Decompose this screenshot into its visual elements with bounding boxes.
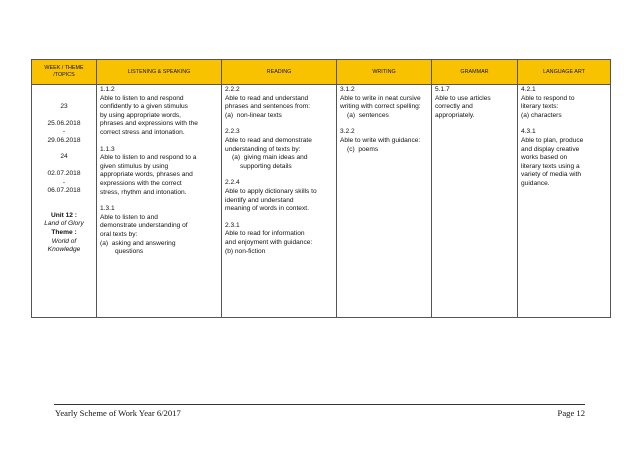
skill-text: demonstrate understanding of: [100, 222, 188, 230]
header-grammar: GRAMMAR: [432, 60, 518, 85]
header-week-line1: WEEK / THEME: [44, 65, 84, 71]
skill-text: supporting details: [240, 162, 292, 170]
skill-code: 3.1.2: [340, 86, 355, 93]
skill-text: given stimulus by using: [100, 162, 169, 170]
footer-divider: [54, 404, 585, 405]
skill-text: Able to apply dictionary skills to: [225, 187, 317, 195]
skill-text: correct stress and intonation.: [100, 128, 185, 136]
skill-text: Able to read and understand: [225, 94, 309, 102]
scheme-table: [31, 59, 611, 318]
skill-text: and enjoyment with guidance:: [225, 238, 313, 246]
skill-text: Able to read for information: [225, 230, 305, 238]
header-language-art: LANGUAGE ART: [518, 60, 611, 85]
skill-text: Able to listen to and respond: [100, 94, 184, 102]
theme-title: World of: [51, 237, 77, 245]
writing-cell: [337, 85, 432, 318]
skill-code: 4.2.1: [521, 86, 536, 93]
grammar-cell: [432, 85, 518, 318]
skill-text: (a) asking and answering: [100, 239, 176, 247]
theme-label: Theme :: [51, 228, 77, 236]
skill-text: writing with correct spelling:: [340, 103, 421, 111]
skill-text: appropriate words, phrases and: [100, 171, 193, 179]
header-week: [32, 60, 97, 85]
skill-text: understanding of texts by:: [225, 145, 301, 153]
theme-title: Knowledge: [47, 246, 81, 254]
week-number: 23: [60, 103, 68, 110]
skill-text: (b) non-fiction: [225, 247, 266, 255]
skill-text: (a) giving main ideas and: [232, 154, 308, 162]
skill-text: Able to listen to and respond to a: [100, 154, 197, 162]
skill-code: 2.2.4: [225, 179, 240, 187]
week-cell: [32, 85, 97, 318]
skill-text: (a) characters: [521, 111, 562, 119]
skill-text: literary texts:: [521, 103, 559, 111]
skill-text: phrases and sentences from:: [225, 103, 311, 111]
skill-text: guidance.: [521, 179, 550, 187]
skill-text: questions: [115, 248, 144, 256]
unit-title: Land of Glory: [44, 220, 84, 228]
week-date: 29.06.2018: [47, 136, 81, 144]
skill-text: (a) non-linear texts: [225, 111, 282, 119]
skill-text: Able to write with guidance:: [340, 136, 421, 144]
skill-text: correctly and: [435, 103, 473, 111]
skill-text: Able to use articles: [435, 94, 491, 102]
week-dash: -: [62, 128, 66, 136]
content-row: [32, 85, 611, 318]
skill-text: (a) sentences: [347, 111, 389, 119]
skill-text: expressions with the correct: [100, 179, 182, 187]
skill-code: 5.1.7: [435, 86, 450, 93]
footer-page-number: Page 12: [557, 408, 585, 418]
skill-code: 2.3.1: [225, 221, 240, 229]
skill-text: Able to listen to and: [100, 213, 158, 221]
skill-code: 2.2.3: [225, 128, 240, 136]
skill-text: appropriately.: [435, 111, 475, 119]
language-art-cell: [518, 85, 611, 318]
skill-code: 1.3.1: [100, 205, 115, 213]
skill-text: (c) poems: [347, 145, 379, 153]
header-writing: WRITING: [337, 60, 432, 85]
skill-text: identify and understand: [225, 196, 294, 204]
footer-document-title: Yearly Scheme of Work Year 6/2017: [55, 408, 181, 418]
week-number: 24: [60, 153, 68, 161]
skill-code: 2.2.2: [225, 86, 240, 93]
listening-cell: [97, 85, 222, 318]
header-row: [32, 60, 611, 85]
skill-text: works based on: [521, 154, 568, 162]
header-week-line2: /TOPICS: [53, 72, 75, 78]
reading-cell: [222, 85, 337, 318]
skill-text: literary texts using a: [521, 162, 580, 170]
skill-code: 4.3.1: [521, 128, 536, 136]
skill-text: oral texts by:: [100, 230, 138, 238]
skill-text: variety of media with: [521, 171, 582, 179]
skill-text: Able to write in neat cursive: [340, 94, 421, 102]
skill-text: confidently to a given stimulus: [100, 103, 188, 111]
unit-label: Unit 12 :: [50, 211, 77, 219]
skill-code: 1.1.3: [100, 145, 115, 153]
skill-code: 3.2.2: [340, 128, 355, 136]
skill-text: by using appropriate words,: [100, 111, 182, 119]
header-listening: LISTENING & SPEAKING: [97, 60, 222, 85]
header-reading: READING: [222, 60, 337, 85]
skill-text: phrases and expressions with the: [100, 120, 198, 128]
week-date: 02.07.2018: [47, 169, 81, 177]
week-dash: -: [62, 178, 66, 186]
skill-text: Able to read and demonstrate: [225, 136, 312, 144]
skill-text: stress, rhythm and intonation.: [100, 188, 187, 196]
skill-text: and display creative: [521, 145, 580, 153]
week-date: 25.06.2018: [47, 119, 81, 127]
skill-text: Able to plan, produce: [521, 136, 584, 144]
skill-text: meaning of words in context.: [225, 205, 309, 213]
week-date: 06.07.2018: [47, 187, 81, 195]
skill-text: Able to respond to: [521, 94, 575, 102]
skill-code: 1.1.2: [100, 86, 115, 93]
